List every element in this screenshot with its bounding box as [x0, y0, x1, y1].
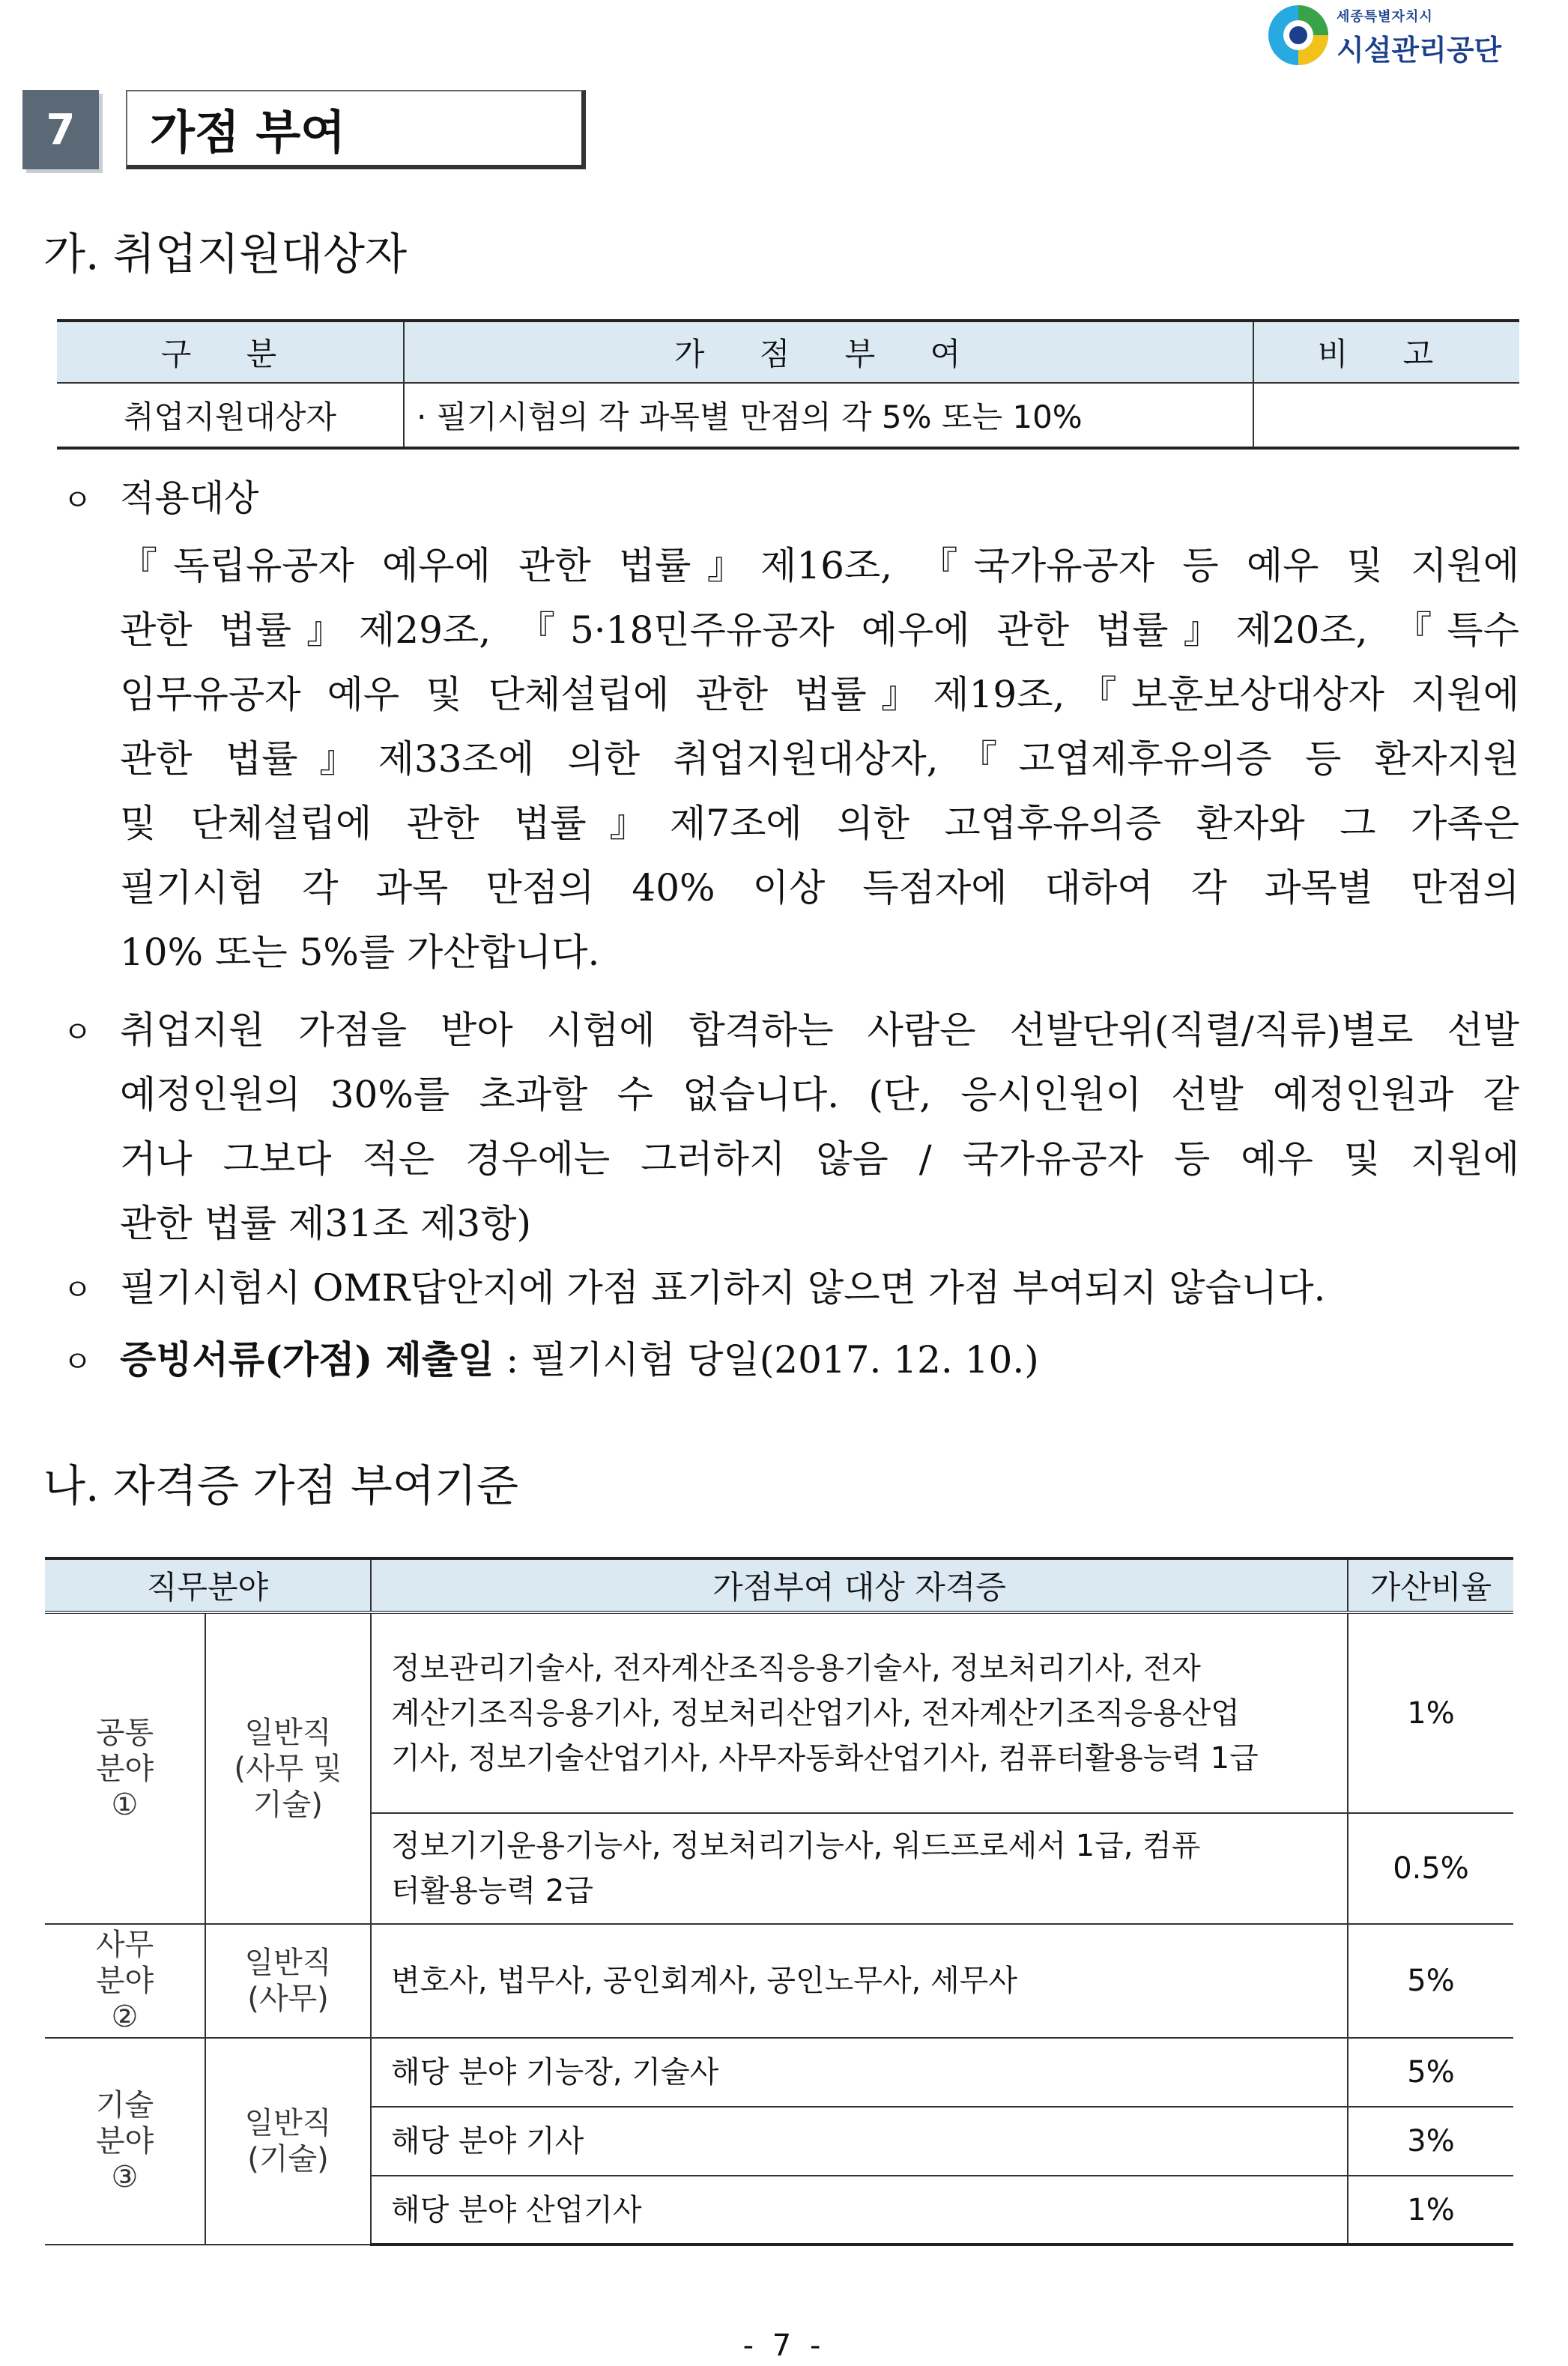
field-label: 분야	[95, 2124, 154, 2158]
field-cell	[45, 1924, 205, 2038]
apply-paragraph	[120, 533, 1519, 984]
bullet-mark-row	[63, 1256, 120, 1322]
field-label: 분야	[95, 1964, 154, 1998]
omr-paragraph	[120, 1256, 1519, 1320]
submission-paragraph	[120, 1328, 1519, 1392]
paragraph-line: 임무유공자 예우 및 단체설립에 관한 법률』제19조,『보훈보상대상자 지원에	[120, 673, 1519, 716]
cert-line: 계산기조직응용기사, 정보처리산업기사, 전자계산기조직응용산업	[391, 1695, 1240, 1731]
job-label: 기술)	[253, 1787, 323, 1822]
cert-cell: 해당 분야 기능장, 기술사	[371, 2038, 1348, 2107]
table-header-row	[45, 1558, 1513, 1612]
job-cell	[205, 1924, 371, 2038]
paragraph-line: 『독립유공자 예우에 관한 법률』제16조, 『국가유공자 등 예우 및 지원에	[120, 544, 1519, 587]
paragraph-line: 및 단체설립에 관한 법률』제7조에 의한 고엽후유의증 환자와 그 가족은	[120, 802, 1519, 845]
job-label: 일반직	[244, 2106, 332, 2140]
section-number: 7	[22, 90, 99, 169]
field-label: 공통	[95, 1715, 154, 1750]
paragraph-line: 관한 법률』제33조에 의한 취업지원대상자,『고엽제후유의증 등 환자지원	[120, 737, 1519, 781]
field-label: ②	[111, 2000, 139, 2034]
bullet-mark: ㅇ	[63, 1015, 92, 1050]
part-a-heading: 가. 취업지원대상자	[43, 229, 408, 279]
table-header: 가산비율	[1348, 1558, 1513, 1612]
rate-cell: 5%	[1348, 1924, 1513, 2038]
job-cell	[205, 2038, 371, 2245]
section-title-text: 가점 부여	[150, 104, 346, 160]
cert-cell: 해당 분야 기사	[371, 2107, 1348, 2176]
table-row	[57, 383, 1519, 448]
paragraph-line: 취업지원 가점을 받아 시험에 합격하는 사람은 선발단위(직렬/직류)별로 선발	[120, 1008, 1519, 1052]
table-cell: · 필기시험의 각 과목별 만점의 각 5% 또는 10%	[404, 383, 1253, 448]
bullet-mark: ㅇ	[63, 1273, 92, 1307]
bullet-apply-title	[63, 466, 258, 533]
bullet-mark-row	[63, 998, 120, 1065]
paragraph-line: 예정인원의 30%를 초과할 수 없습니다. (단, 응시인원이 선발 예정인원과 같	[120, 1073, 1519, 1116]
field-cell	[45, 2038, 205, 2245]
logo-name: 시설관리공단	[1337, 34, 1502, 67]
organization-logo	[1266, 3, 1513, 67]
certificate-bonus-table	[45, 1557, 1513, 2246]
paragraph-line: 10% 또는 5%를 가산합니다.	[120, 931, 600, 974]
quota-paragraph	[120, 998, 1519, 1256]
cert-line: 정보기기운용기능사, 정보처리기능사, 워드프로세서 1급, 컴퓨	[391, 1829, 1201, 1863]
table-header: 비 고	[1253, 321, 1519, 383]
table-cell: 취업지원대상자	[57, 383, 404, 448]
table-row	[45, 2038, 1513, 2107]
part-b-heading: 나. 자격증 가점 부여기준	[43, 1460, 519, 1511]
table-row	[45, 1924, 1513, 2038]
rate-cell: 5%	[1348, 2038, 1513, 2107]
field-cell	[45, 1612, 205, 1924]
field-label: ①	[111, 1787, 139, 1822]
paragraph-line: 거나 그보다 적은 경우에는 그러하지 않음 / 국가유공자 등 예우 및 지원에	[120, 1137, 1519, 1181]
cert-cell	[371, 1612, 1348, 1813]
bullet-mark: ㅇ	[63, 1345, 92, 1379]
submission-label: 증빙서류(가점) 제출일	[120, 1337, 494, 1382]
cert-cell: 해당 분야 산업기사	[371, 2176, 1348, 2245]
bullet-mark-row	[63, 1328, 120, 1394]
logo-subtitle: 세종특별자치시	[1337, 9, 1433, 25]
job-label: (기술)	[247, 2142, 329, 2176]
submission-date: : 필기시험 당일(2017. 12. 10.)	[494, 1338, 1039, 1382]
bullet-mark: ㅇ	[63, 483, 92, 518]
table-header: 가점부여 대상 자격증	[371, 1558, 1348, 1612]
job-label: (사무 및	[234, 1751, 342, 1786]
table-cell	[1253, 383, 1519, 448]
job-label: 일반직	[244, 1715, 332, 1750]
field-label: 사무	[95, 1928, 154, 1962]
table-header-row	[57, 321, 1519, 383]
rate-cell: 3%	[1348, 2107, 1513, 2176]
table-header: 직무분야	[45, 1558, 371, 1612]
field-label: 분야	[95, 1751, 154, 1786]
cert-line: 기사, 정보기술산업기사, 사무자동화산업기사, 컴퓨터활용능력 1급	[391, 1740, 1259, 1776]
job-label: 일반직	[244, 1946, 332, 1980]
paragraph-line: 관한 법률』제29조, 『5·18민주유공자 예우에 관한 법률』제20조, 『특수	[120, 608, 1519, 652]
paragraph-line: 필기시험시 OMR답안지에 가점 표기하지 않으면 가점 부여되지 않습니다.	[120, 1266, 1326, 1310]
cert-line: 정보관리기술사, 전자계산조직응용기술사, 정보처리기사, 전자	[391, 1651, 1201, 1686]
cert-cell	[371, 1813, 1348, 1924]
job-label: (사무)	[247, 1982, 329, 2016]
table-header: 구 분	[57, 321, 404, 383]
cert-line: 터활용능력 2급	[391, 1874, 594, 1908]
section-title	[126, 90, 586, 169]
paragraph-line: 관한 법률 제31조 제3항)	[120, 1202, 532, 1245]
field-label: 기술	[95, 2088, 154, 2123]
page-number: - 7 -	[742, 2329, 826, 2363]
veterans-bonus-table	[57, 319, 1519, 450]
rate-cell: 0.5%	[1348, 1813, 1513, 1924]
table-header: 가 점 부 여	[404, 321, 1253, 383]
paragraph-line: 필기시험 각 과목 만점의 40% 이상 득점자에 대하여 각 과목별 만점의	[120, 866, 1519, 910]
field-label: ③	[111, 2160, 139, 2194]
circular-emblem-icon	[1266, 3, 1331, 67]
rate-cell: 1%	[1348, 1612, 1513, 1813]
table-row	[45, 1612, 1513, 1813]
job-cell	[205, 1612, 371, 1924]
apply-title: 적용대상	[120, 477, 259, 519]
cert-cell: 변호사, 법무사, 공인회계사, 공인노무사, 세무사	[371, 1924, 1348, 2038]
rate-cell: 1%	[1348, 2176, 1513, 2245]
